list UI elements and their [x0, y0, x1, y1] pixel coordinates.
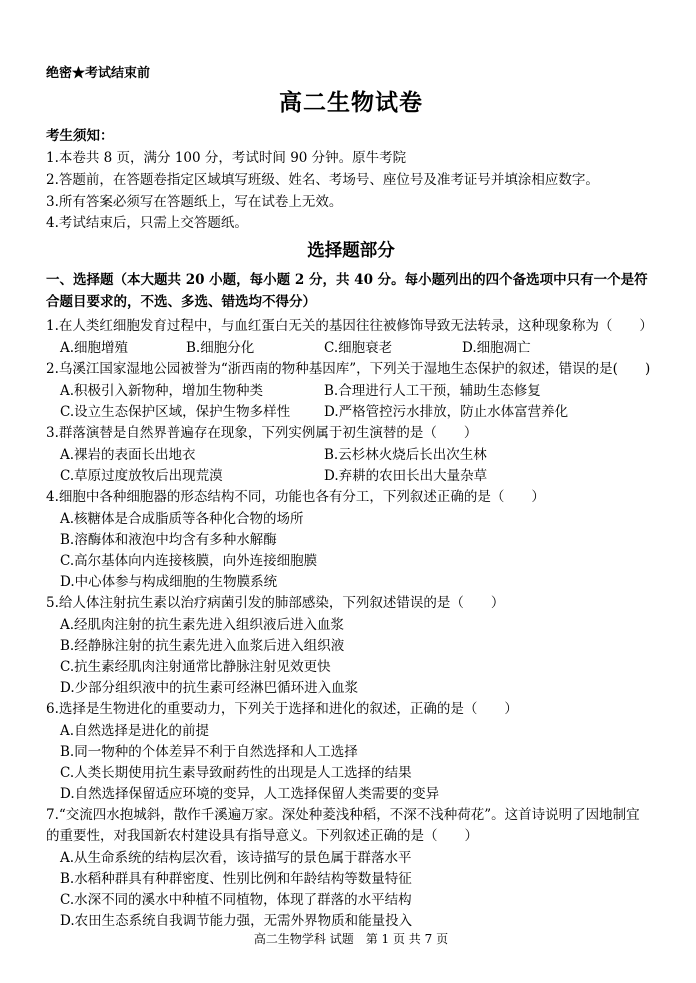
option: B.同一物种的个体差异不利于自然选择和人工选择 — [60, 744, 358, 760]
note-item: 1.本卷共 8 页，满分 100 分，考试时间 90 分钟。原牛考院 — [46, 150, 407, 166]
option: C.人类长期使用抗生素导致耐药性的出现是人工选择的结果 — [60, 765, 412, 781]
option: A.经肌肉注射的抗生素先进入组织液后进入血浆 — [60, 617, 345, 633]
option: C.抗生素经肌肉注射通常比静脉注射见效更快 — [60, 659, 331, 675]
option: D.中心体参与构成细胞的生物膜系统 — [60, 574, 278, 590]
option: A.裸岩的表面长出地衣 — [60, 447, 196, 463]
option: B.溶酶体和液泡中均含有多种水解酶 — [60, 532, 277, 548]
question-stem: 6.选择是生物进化的重要动力，下列关于选择和进化的叙述，正确的是（ ） — [46, 701, 518, 717]
option: B.云杉林火烧后长出次生林 — [324, 447, 487, 463]
note-item: 4.考试结束后，只需上交答题纸。 — [46, 215, 248, 231]
confidential-mark: 绝密★考试结束前 — [46, 66, 151, 81]
option: B.合理进行人工干预，辅助生态修复 — [324, 383, 541, 399]
question-stem: 2.乌溪江国家湿地公园被誉为“浙西南的物种基因库”，下列关于湿地生态保护的叙述，错误的是( ) — [46, 361, 651, 377]
option: B.水稻种群具有种群密度、性别比例和年龄结构等数量特征 — [60, 871, 412, 887]
option: A.从生命系统的结构层次看，该诗描写的景色属于群落水平 — [60, 850, 412, 866]
option: D.弃耕的农田长出大量杂草 — [324, 468, 488, 484]
option: D.自然选择保留适应环境的变异，人工选择保留人类需要的变异 — [60, 786, 440, 802]
question-stem: 1.在人类红细胞发育过程中，与血红蛋白无关的基因往往被修饰导致无法转录，这种现象称为（ ） — [46, 318, 653, 334]
question-stem: 5.给人体注射抗生素以治疗病菌引发的肺部感染，下列叙述错误的是（ ） — [46, 595, 505, 611]
note-item: 3.所有答案必须写在答题纸上，写在试卷上无效。 — [46, 194, 343, 210]
option: A.自然选择是进化的前提 — [60, 723, 210, 739]
question-stem: 7.“交流四水抱城斜，散作千溪遍万家。深处种菱浅种稻，不深不浅种荷花”。这首诗说明了因地制宜 — [46, 807, 640, 823]
option: C.细胞衰老 — [324, 340, 393, 356]
option: D.农田生态系统自我调节能力强，无需外界物质和能量投入 — [60, 913, 413, 929]
section-title: 选择题部分 — [307, 241, 395, 261]
page-title: 高二生物试卷 — [279, 89, 423, 116]
option: B.经静脉注射的抗生素先进入血浆后进入组织液 — [60, 638, 345, 654]
note-item: 2.答题前，在答题卷指定区域填写班级、姓名、考场号、座位号及准考证号并填涂相应数字。 — [46, 172, 599, 188]
option: D.少部分组织液中的抗生素可经淋巴循环进入血浆 — [60, 680, 359, 696]
option: C.设立生态保护区域，保护生物多样性 — [60, 404, 291, 420]
option: A.细胞增殖 — [60, 340, 129, 356]
option: A.核糖体是合成脂质等各种化合物的场所 — [60, 511, 304, 527]
section-instructions: 一、选择题（本大题共 20 小题，每小题 2 分，共 40 分。每小题列出的四个备选项中只有一个是符合题目要求的，不选、多选、错选均不得分） — [46, 272, 648, 310]
option: B.细胞分化 — [186, 340, 255, 356]
option: D.细胞凋亡 — [462, 340, 531, 356]
option: D.严格管控污水排放，防止水体富营养化 — [324, 404, 569, 420]
option: C.草原过度放牧后出现荒漠 — [60, 468, 223, 484]
question-stem-continued: 的重要性，对我国新农村建设具有指导意义。下列叙述正确的是（ ） — [46, 828, 478, 844]
question-stem: 3.群落演替是自然界普遍存在现象，下列实例属于初生演替的是（ ） — [46, 425, 478, 441]
option: C.水深不同的溪水中种植不同植物，体现了群落的水平结构 — [60, 892, 412, 908]
option: A.积极引入新物种，增加生物种类 — [60, 383, 264, 399]
option: C.高尔基体向内连接核膜，向外连接细胞膜 — [60, 553, 318, 569]
page-footer: 高二生物学科 试题 第 1 页 共 7 页 — [253, 932, 449, 946]
question-stem: 4.细胞中各种细胞器的形态结构不同，功能也各有分工，下列叙述正确的是（ ） — [46, 489, 545, 505]
notes-heading: 考生须知： — [46, 128, 114, 144]
